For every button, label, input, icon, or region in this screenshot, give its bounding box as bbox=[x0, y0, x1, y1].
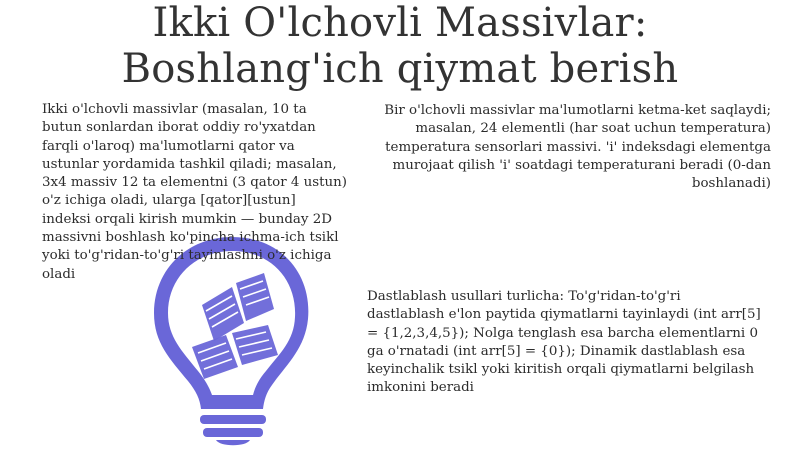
paragraph-1d-arrays: Bir o'lchovli massivlar ma'lumotlarni ketma-ket saqlaydi; masalan, 24 elementli (har soat uchun temperatura) temperatura sensorlari massivi. 'i' indeksdagi elementga murojaat qilish 'i' soatdagi temperaturani beradi (0-dan boshlanadi) bbox=[384, 103, 771, 192]
page-title bbox=[0, 0, 800, 92]
title-line-2: Boshlang'ich qiymat berish bbox=[121, 46, 679, 92]
paragraph-initialization-methods: Dastlablash usullari turlicha: To'g'ridan-to'g'ri dastlablash e'lon paytida qiymatlarni tayinlaydi (int arr[5] = {1,2,3,4,5}); Nolga tenglash esa barcha elementlarni 0 ga o'rnatadi (int arr[5] = {0}); Dinamik dastlablash esa keyinchalik tsikl yoki kiritish orqali qiymatlarni belgilash imkonini beradi bbox=[367, 289, 761, 396]
paragraph-2d-arrays: Ikki o'lchovli massivlar (masalan, 10 ta butun sonlardan iborat oddiy ro'yxatdan farqli o'laroq) ma'lumotlarni qator va ustunlar yordamida tashkil qiladi; masalan, 3x4 massiv 12 ta elementni (3 qator 4 ustun) o'z ichiga oladi, ularga [qator][ustun] indeksi orqali kirish mumkin — bunday 2D massivni boshlash ko'pincha ichma-ich tsikl yoki to'g'ridan-to'g'ri tayinlashni o'z ichiga oladi bbox=[42, 102, 347, 282]
title-line-1: Ikki O'lchovli Massivlar: bbox=[152, 0, 648, 46]
